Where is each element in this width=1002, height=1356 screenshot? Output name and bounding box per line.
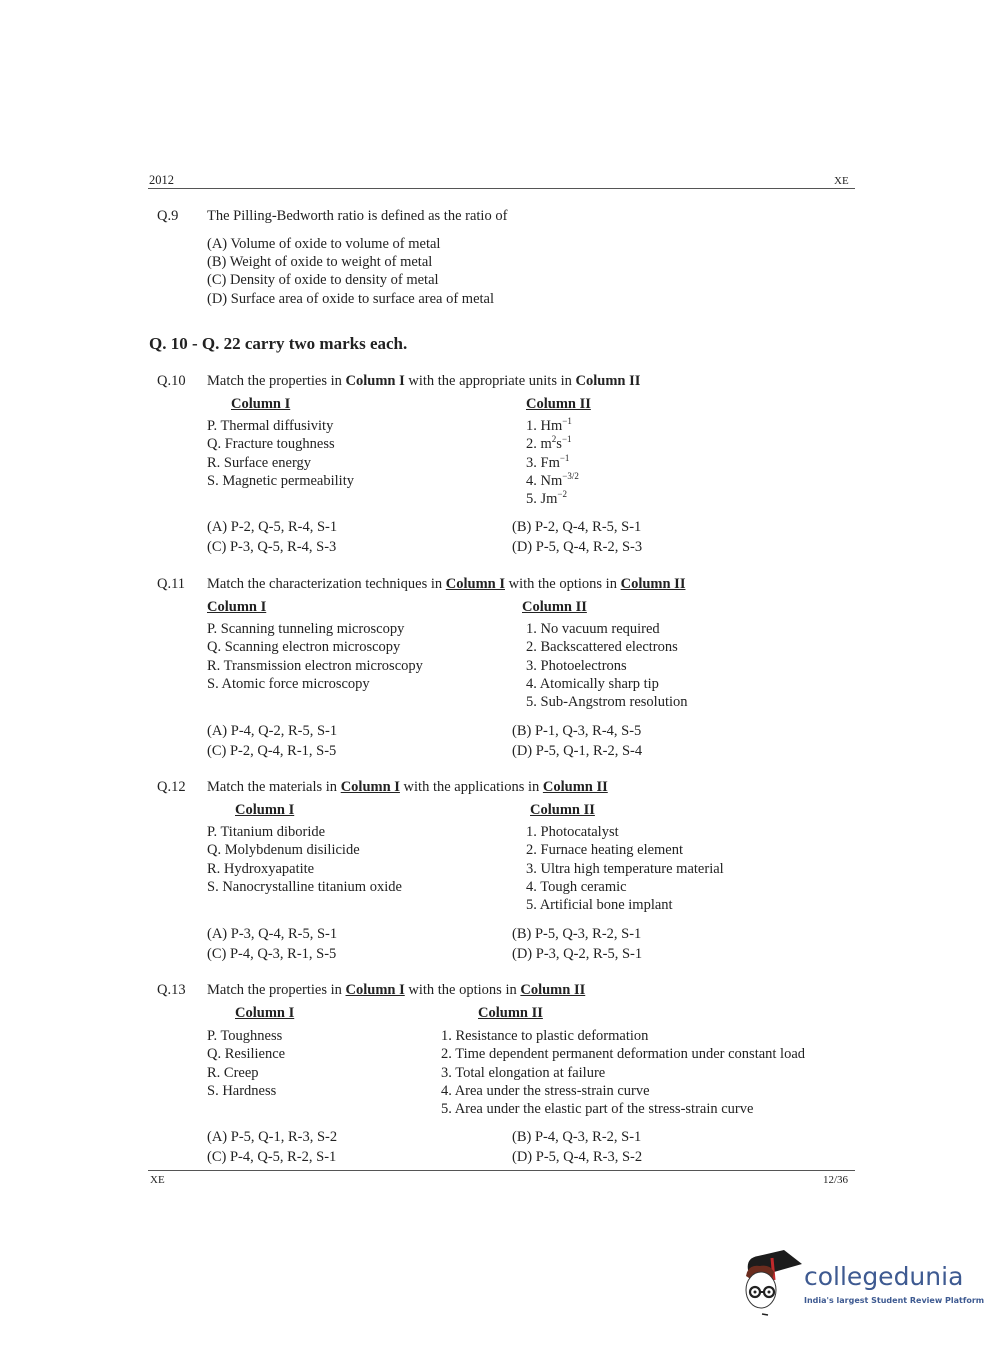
option-d: (D) P-5, Q-1, R-2, S-4 bbox=[512, 743, 643, 759]
section-heading: Q. 10 - Q. 22 carry two marks each. bbox=[149, 334, 408, 353]
option-a: (A) P-5, Q-1, R-3, S-2 bbox=[207, 1129, 338, 1145]
column-1-item: S. Nanocrystalline titanium oxide bbox=[207, 878, 402, 895]
option-c: (C) P-3, Q-5, R-4, S-3 bbox=[207, 539, 337, 555]
option-a: (A) P-3, Q-4, R-5, S-1 bbox=[207, 926, 338, 942]
text-segment: 1. No vacuum required bbox=[526, 621, 660, 637]
column-1-item: R. Surface energy bbox=[207, 454, 312, 471]
collegedunia-logo bbox=[744, 1250, 985, 1320]
text-segment: Match the materials in bbox=[207, 779, 341, 795]
option-b: (B) P-5, Q-3, R-2, S-1 bbox=[512, 926, 642, 942]
text-segment: Match the properties in bbox=[207, 373, 346, 389]
column-2-item bbox=[526, 896, 673, 914]
text-segment: 1. Hm bbox=[526, 418, 563, 434]
column-2-item bbox=[526, 860, 724, 878]
text-segment: 3. Total elongation at failure bbox=[441, 1064, 606, 1081]
option-b: (B) P-2, Q-4, R-5, S-1 bbox=[512, 519, 642, 535]
column-2-item bbox=[441, 1100, 753, 1118]
text-segment: 3. Photoelectrons bbox=[526, 657, 627, 674]
column-1-item: P. Titanium diboride bbox=[207, 824, 326, 840]
option-d: (D) P-3, Q-2, R-5, S-1 bbox=[512, 946, 643, 962]
column-1-item: P. Thermal diffusivity bbox=[207, 418, 334, 434]
text-segment: 3. Fm bbox=[526, 454, 560, 471]
column-2-item bbox=[526, 490, 567, 508]
text-segment: 4. Area under the stress-strain curve bbox=[441, 1082, 650, 1099]
column-2-item bbox=[526, 675, 659, 693]
column-1-header: Column I bbox=[235, 1005, 295, 1021]
question-text bbox=[207, 981, 585, 999]
footer-page: 12/36 bbox=[823, 1174, 849, 1186]
column-1-item: P. Scanning tunneling microscopy bbox=[207, 621, 405, 637]
question-text bbox=[207, 575, 685, 593]
column-2-item bbox=[441, 1064, 605, 1082]
question-text bbox=[207, 372, 640, 390]
column-2-item bbox=[526, 841, 683, 859]
text-segment: 4. Tough ceramic bbox=[526, 878, 627, 895]
question-text bbox=[207, 778, 608, 796]
text-segment: Match the characterization techniques in bbox=[207, 576, 446, 592]
column-1-item: P. Toughness bbox=[207, 1028, 283, 1044]
column-1-item: Q. Fracture toughness bbox=[207, 436, 335, 453]
text-segment: with the options in bbox=[404, 982, 521, 998]
option-b: (B) Weight of oxide to weight of metal bbox=[207, 254, 433, 270]
mascot-icon bbox=[744, 1250, 804, 1316]
question-number: Q.9 bbox=[157, 208, 179, 224]
text-segment: 1. Photocatalyst bbox=[526, 824, 619, 840]
option-d: (D) Surface area of oxide to surface area of metal bbox=[207, 291, 495, 307]
footer-paper: XE bbox=[150, 1174, 165, 1186]
option-d: (D) P-5, Q-4, R-3, S-2 bbox=[512, 1149, 643, 1165]
column-2-item bbox=[441, 1045, 805, 1063]
option-c: (C) P-2, Q-4, R-1, S-5 bbox=[207, 743, 337, 759]
text-segment: 5. Area under the elastic part of the stress-strain curve bbox=[441, 1101, 754, 1118]
column-1-item: Q. Molybdenum disilicide bbox=[207, 842, 360, 859]
option-b: (B) P-4, Q-3, R-2, S-1 bbox=[512, 1129, 642, 1145]
column-2-item bbox=[526, 693, 688, 711]
text-segment: with the appropriate units in bbox=[404, 373, 576, 389]
logo-tagline: India's largest Student Review Platform bbox=[804, 1296, 985, 1305]
option-d: (D) P-5, Q-4, R-2, S-3 bbox=[512, 539, 643, 555]
column-ref: Column I bbox=[445, 576, 505, 592]
column-2-item bbox=[526, 417, 572, 435]
text-segment: 2. Time dependent permanent deformation under constant load bbox=[441, 1046, 806, 1063]
text-segment: 5. Sub-Angstrom resolution bbox=[526, 694, 688, 711]
text-segment: 2. m bbox=[526, 436, 552, 453]
column-1-item: Q. Resilience bbox=[207, 1046, 286, 1063]
column-1-header: Column I bbox=[235, 802, 295, 818]
text-segment: 3. Ultra high temperature material bbox=[526, 860, 724, 877]
option-c: (C) P-4, Q-3, R-1, S-5 bbox=[207, 946, 337, 962]
column-1-item: R. Transmission electron microscopy bbox=[207, 657, 423, 674]
column-2-item bbox=[526, 620, 660, 638]
column-2-item bbox=[526, 823, 619, 841]
question-number: Q.13 bbox=[157, 982, 186, 998]
column-1-item: S. Hardness bbox=[207, 1082, 277, 1099]
column-1-item: Q. Scanning electron microscopy bbox=[207, 639, 401, 656]
unit-exponent: 2 bbox=[551, 434, 557, 445]
unit-exponent: −1 bbox=[562, 416, 572, 426]
column-2-item bbox=[526, 657, 627, 675]
question-number: Q.10 bbox=[157, 373, 186, 389]
column-ref: Column II bbox=[520, 982, 586, 998]
column-1-header: Column I bbox=[207, 599, 267, 615]
question-text: The Pilling-Bedworth ratio is defined as the ratio of bbox=[207, 208, 508, 224]
option-a: (A) P-4, Q-2, R-5, S-1 bbox=[207, 723, 338, 739]
text-segment: s bbox=[556, 436, 562, 453]
option-b: (B) P-1, Q-3, R-4, S-5 bbox=[512, 723, 642, 739]
text-segment: 2. Backscattered electrons bbox=[526, 639, 678, 656]
column-1-header: Column I bbox=[231, 396, 291, 412]
text-segment: 5. Artificial bone implant bbox=[526, 897, 673, 914]
footer-rule bbox=[148, 1170, 855, 1171]
column-1-item: R. Creep bbox=[207, 1064, 259, 1081]
column-2-header: Column II bbox=[522, 599, 587, 615]
column-ref: Column II bbox=[542, 779, 608, 795]
column-2-item bbox=[526, 638, 678, 656]
column-1-item: S. Magnetic permeability bbox=[207, 472, 354, 489]
column-2-header: Column II bbox=[526, 396, 591, 412]
option-a: (A) Volume of oxide to volume of metal bbox=[207, 236, 441, 252]
column-ref: Column I bbox=[345, 373, 405, 389]
column-1-item: R. Hydroxyapatite bbox=[207, 860, 315, 877]
text-segment: 2. Furnace heating element bbox=[526, 842, 684, 859]
text-segment: 4. Atomically sharp tip bbox=[526, 675, 659, 692]
text-segment: 5. Jm bbox=[526, 491, 558, 508]
question-number: Q.11 bbox=[157, 576, 186, 592]
question-number: Q.12 bbox=[157, 779, 186, 795]
column-2-header: Column II bbox=[530, 802, 595, 818]
column-2-item bbox=[441, 1082, 650, 1100]
text-segment: Match the properties in bbox=[207, 982, 346, 998]
column-ref: Column I bbox=[345, 982, 405, 998]
column-ref: Column II bbox=[575, 373, 641, 389]
column-ref: Column I bbox=[340, 779, 400, 795]
unit-exponent: −1 bbox=[561, 434, 572, 445]
column-ref: Column II bbox=[620, 576, 686, 592]
column-2-item bbox=[526, 878, 627, 896]
text-segment: 1. Resistance to plastic deformation bbox=[441, 1028, 649, 1044]
text-segment: with the applications in bbox=[399, 779, 543, 795]
column-2-header: Column II bbox=[478, 1005, 543, 1021]
column-2-item bbox=[441, 1027, 648, 1045]
unit-exponent: −2 bbox=[557, 489, 567, 500]
column-1-item: S. Atomic force microscopy bbox=[207, 675, 370, 692]
logo-name: collegedunia bbox=[804, 1262, 964, 1291]
header-rule bbox=[148, 188, 855, 189]
column-2-item bbox=[526, 454, 569, 472]
header-year: 2012 bbox=[149, 173, 174, 187]
column-2-item bbox=[526, 435, 572, 453]
option-c: (C) Density of oxide to density of metal bbox=[207, 272, 439, 288]
text-segment: with the options in bbox=[504, 576, 621, 592]
unit-exponent: −3/2 bbox=[562, 470, 579, 481]
text-segment: 4. Nm bbox=[526, 472, 563, 489]
option-a: (A) P-2, Q-5, R-4, S-1 bbox=[207, 519, 338, 535]
option-c: (C) P-4, Q-5, R-2, S-1 bbox=[207, 1149, 337, 1165]
unit-exponent: −1 bbox=[559, 452, 570, 463]
header-paper: XE bbox=[834, 175, 849, 187]
column-2-item bbox=[526, 472, 579, 490]
